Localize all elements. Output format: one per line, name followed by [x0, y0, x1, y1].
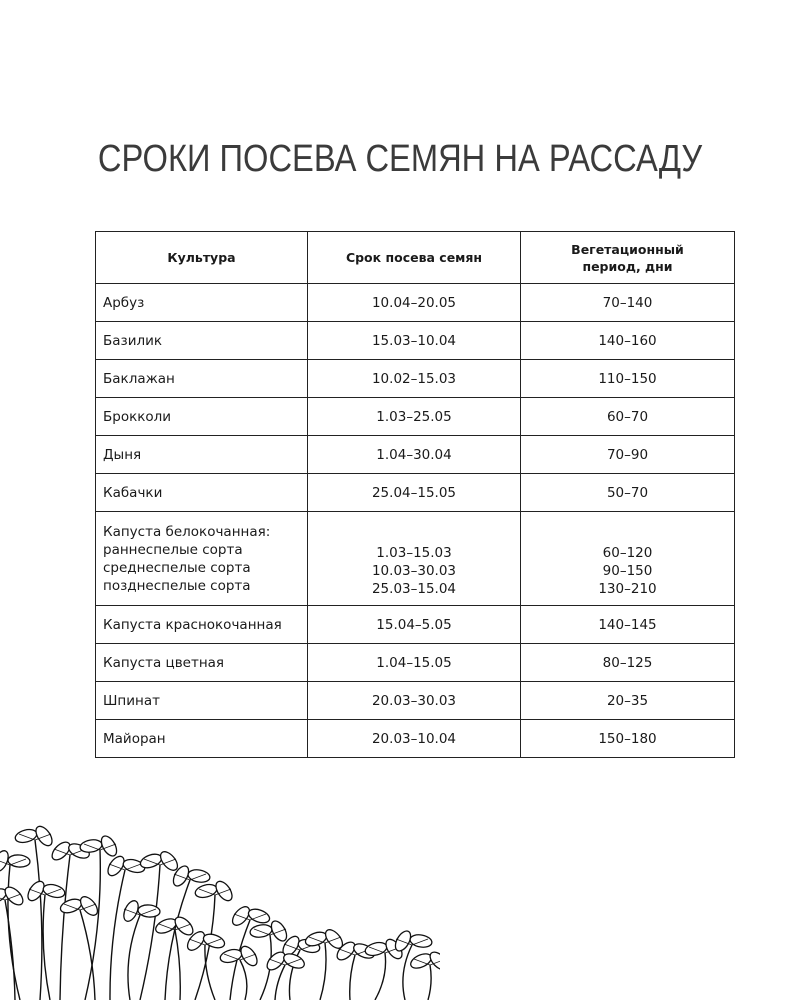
- sowing-date-cell: [308, 284, 521, 322]
- vegetation-period-cell-line: 50–70: [606, 484, 649, 501]
- sowing-date-cell-line: 10.03–30.03: [371, 563, 457, 579]
- vegetation-period-cell: [521, 436, 735, 474]
- vegetation-period-cell-line: 70–90: [606, 446, 649, 463]
- table-row: [96, 398, 735, 436]
- vegetation-period-cell-line: 150–180: [598, 730, 657, 747]
- vegetation-period-cell-line: 20–35: [606, 692, 649, 709]
- sowing-date-cell: [308, 644, 521, 682]
- vegetation-period-cell-line: 70–140: [602, 294, 653, 311]
- vegetation-period-cell: [521, 512, 735, 606]
- microgreens-illustration: [0, 825, 440, 1000]
- vegetation-period-cell: [521, 398, 735, 436]
- table-body: [96, 284, 735, 758]
- culture-cell-line: Шпинат: [103, 692, 160, 709]
- vegetation-period-cell-line: 140–160: [598, 332, 657, 349]
- sowing-date-cell-line: 10.04–20.05: [371, 294, 457, 311]
- table-row: [96, 512, 735, 606]
- culture-cell-line: Дыня: [103, 446, 142, 463]
- sowing-date-cell-line: 1.03–25.05: [376, 408, 452, 425]
- table-row: [96, 360, 735, 398]
- culture-cell: [96, 606, 308, 644]
- culture-cell: [96, 644, 308, 682]
- culture-cell: [96, 436, 308, 474]
- table-header-row: [96, 232, 735, 284]
- sowing-date-cell: [308, 512, 521, 606]
- vegetation-period-cell-line: 140–145: [598, 616, 657, 633]
- sowing-date-cell: [308, 720, 521, 758]
- sowing-date-cell-line: 15.04–5.05: [376, 616, 452, 633]
- table-row: [96, 606, 735, 644]
- table-row: [96, 474, 735, 512]
- culture-cell-line: Базилик: [103, 332, 163, 349]
- sowing-date-cell-line: 10.02–15.03: [371, 370, 457, 387]
- vegetation-period-cell: [521, 606, 735, 644]
- culture-cell: [96, 284, 308, 322]
- sowing-date-cell: [308, 682, 521, 720]
- culture-cell: [96, 360, 308, 398]
- sowing-date-cell: [308, 606, 521, 644]
- table-row: [96, 436, 735, 474]
- culture-cell-line: среднеспелые сорта: [103, 559, 251, 576]
- sowing-date-cell-line: 25.03–15.04: [371, 581, 457, 597]
- vegetation-period-cell: [521, 474, 735, 512]
- culture-cell-line: Арбуз: [103, 294, 145, 311]
- vegetation-period-cell-line: 130–210: [598, 581, 657, 597]
- sowing-date-cell-line: 1.04–15.05: [376, 654, 452, 671]
- sowing-date-cell: [308, 322, 521, 360]
- sowing-date-cell: [308, 398, 521, 436]
- culture-cell: [96, 474, 308, 512]
- header-culture: Культура: [96, 232, 308, 284]
- vegetation-period-cell: [521, 720, 735, 758]
- sowing-date-cell-line: 15.03–10.04: [371, 332, 457, 349]
- vegetation-period-cell-line: 60–70: [606, 408, 649, 425]
- culture-cell: [96, 398, 308, 436]
- vegetation-period-cell-line: 80–125: [602, 654, 653, 671]
- vegetation-period-cell: [521, 322, 735, 360]
- culture-cell-line: Баклажан: [103, 370, 175, 387]
- culture-cell-line: Капуста цветная: [103, 654, 225, 671]
- table-row: [96, 644, 735, 682]
- sowing-date-cell-line: 25.04–15.05: [371, 484, 457, 501]
- sowing-date-cell-line: 1.03–15.03: [376, 545, 452, 561]
- sowing-table: [95, 231, 735, 758]
- vegetation-period-cell: [521, 360, 735, 398]
- culture-cell: [96, 682, 308, 720]
- culture-cell-line: Майоран: [103, 730, 166, 747]
- table-row: [96, 322, 735, 360]
- header-vegetation-period: [521, 232, 735, 284]
- vegetation-period-cell: [521, 682, 735, 720]
- table-row: [96, 720, 735, 758]
- header-sowing-date: Срок посева семян: [308, 232, 521, 284]
- sowing-date-cell-line: 20.03–10.04: [371, 730, 457, 747]
- culture-cell-line: Кабачки: [103, 484, 163, 501]
- vegetation-period-cell-line: 90–150: [602, 563, 653, 579]
- culture-cell-line: Брокколи: [103, 408, 172, 425]
- page-title: СРОКИ ПОСЕВА СЕМЯН НА РАССАДУ: [97, 138, 703, 180]
- vegetation-period-cell: [521, 284, 735, 322]
- culture-cell-line: Капуста белокочанная:: [103, 523, 271, 540]
- culture-cell-line: раннеспелые сорта: [103, 541, 243, 558]
- vegetation-period-cell: [521, 644, 735, 682]
- table-row: [96, 284, 735, 322]
- culture-cell-line: Капуста краснокочанная: [103, 616, 282, 633]
- header-vegetation-period-text: Вегетационный период, дни: [571, 241, 684, 274]
- sowing-date-cell: [308, 474, 521, 512]
- culture-cell: [96, 720, 308, 758]
- culture-cell: [96, 512, 308, 606]
- culture-cell: [96, 322, 308, 360]
- sowing-date-cell: [308, 436, 521, 474]
- culture-cell-line: позднеспелые сорта: [103, 577, 251, 594]
- table-row: [96, 682, 735, 720]
- sowing-date-cell-line: 1.04–30.04: [376, 446, 452, 463]
- sowing-date-cell: [308, 360, 521, 398]
- vegetation-period-cell-line: 110–150: [598, 370, 657, 387]
- sowing-date-cell-line: 20.03–30.03: [371, 692, 457, 709]
- vegetation-period-cell-line: 60–120: [602, 545, 653, 561]
